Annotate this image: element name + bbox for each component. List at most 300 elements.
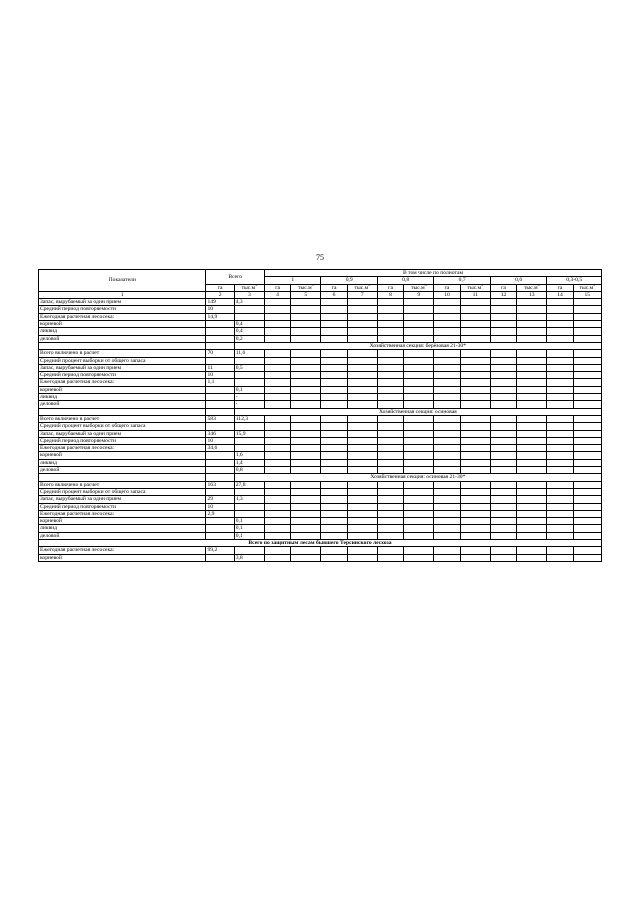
- density-cell: [547, 379, 573, 386]
- density-cell: [547, 394, 573, 401]
- density-cell: [264, 350, 290, 357]
- density-cell: [347, 415, 377, 422]
- total-ha-cell: [206, 401, 234, 408]
- density-cell: [404, 481, 434, 488]
- unit-ha-header: га: [206, 284, 234, 291]
- density-cell: [434, 481, 460, 488]
- total-ha-cell: [206, 459, 234, 466]
- density-cell: [377, 503, 403, 510]
- density-cell: [573, 364, 601, 371]
- total-m3-cell: [234, 445, 264, 452]
- density-cell: [547, 401, 573, 408]
- density-cell: [321, 459, 347, 466]
- row-label: ликвид: [39, 459, 206, 466]
- density-cell: [460, 386, 490, 393]
- density-cell: [404, 386, 434, 393]
- row-label: Средний период повторяемости: [39, 437, 206, 444]
- table-row: [39, 394, 602, 401]
- density-cell: [490, 467, 516, 474]
- density-cell: [321, 430, 347, 437]
- density-cell: [347, 488, 377, 495]
- total-m3-cell: [234, 313, 264, 320]
- density-cell: [264, 379, 290, 386]
- total-ha-cell: [206, 554, 234, 561]
- density-cell: [291, 525, 321, 532]
- total-ha-cell: 99,2: [206, 547, 234, 554]
- total-ha-cell: [206, 532, 234, 539]
- density-cell: [517, 547, 547, 554]
- table-row: [39, 445, 602, 452]
- row-label: Средний процент выборки от общего запаса: [39, 488, 206, 495]
- table-row: [39, 467, 602, 474]
- density-cell: [291, 328, 321, 335]
- table-body: [39, 299, 602, 562]
- density-cell: [347, 372, 377, 379]
- density-cell: [490, 481, 516, 488]
- density-cell: [490, 379, 516, 386]
- total-ha-cell: 10: [206, 437, 234, 444]
- section-spacer: [206, 342, 234, 349]
- total-m3-cell: 3,8: [234, 554, 264, 561]
- density-cell: [321, 467, 347, 474]
- total-ha-cell: 163: [206, 481, 234, 488]
- density-cell: [490, 415, 516, 422]
- row-label: Запас, вырубаемый за один прием: [39, 430, 206, 437]
- density-cell: [547, 372, 573, 379]
- density-cell: [264, 445, 290, 452]
- total-m3-cell: 0,1: [234, 525, 264, 532]
- density-cell: [460, 430, 490, 437]
- density-cell: [377, 328, 403, 335]
- density-cell: [490, 386, 516, 393]
- density-cell: [347, 306, 377, 313]
- density-cell: [547, 335, 573, 342]
- density-cell: [404, 459, 434, 466]
- density-cell: [264, 554, 290, 561]
- density-cell: [264, 401, 290, 408]
- header-density-group: В том числе по полнотам: [264, 270, 601, 277]
- table-row: [39, 335, 602, 342]
- total-m3-cell: 0,1: [234, 518, 264, 525]
- density-cell: [347, 437, 377, 444]
- density-cell: [490, 445, 516, 452]
- density-cell: [377, 437, 403, 444]
- density-cell: [547, 430, 573, 437]
- row-label: корневой: [39, 452, 206, 459]
- table-row: [39, 364, 602, 371]
- density-cell: [434, 467, 460, 474]
- density-cell: [517, 532, 547, 539]
- density-cell: [347, 532, 377, 539]
- density-cell: [377, 364, 403, 371]
- column-number: 10: [434, 291, 460, 298]
- total-m3-cell: 4,3: [234, 299, 264, 306]
- table-row: [39, 415, 602, 422]
- density-cell: [377, 335, 403, 342]
- density-cell: [573, 401, 601, 408]
- density-cell: [460, 445, 490, 452]
- density-cell: [460, 518, 490, 525]
- total-ha-cell: [206, 386, 234, 393]
- density-cell: [573, 488, 601, 495]
- density-cell: [460, 423, 490, 430]
- density-cell: [404, 467, 434, 474]
- density-cell: [377, 394, 403, 401]
- row-label: корневой: [39, 518, 206, 525]
- row-label: Средний процент выборки от общего запаса: [39, 423, 206, 430]
- total-ha-cell: 29: [206, 496, 234, 503]
- density-cell: [490, 488, 516, 495]
- density-cell: [517, 350, 547, 357]
- density-cell: [573, 496, 601, 503]
- row-label: Всего включено в расчет: [39, 481, 206, 488]
- density-cell: [347, 386, 377, 393]
- density-cell: [460, 401, 490, 408]
- density-cell: [517, 357, 547, 364]
- table-header: [39, 270, 602, 299]
- density-cell: [321, 379, 347, 386]
- density-cell: [377, 372, 403, 379]
- density-cell: [347, 510, 377, 517]
- row-label: деловой: [39, 401, 206, 408]
- row-label: деловой: [39, 335, 206, 342]
- density-cell: [434, 357, 460, 364]
- total-m3-cell: 1,3: [234, 496, 264, 503]
- density-cell: [547, 423, 573, 430]
- density-cell: [573, 459, 601, 466]
- total-ha-cell: [206, 467, 234, 474]
- density-cell: [377, 481, 403, 488]
- density-cell: [490, 350, 516, 357]
- density-cell: [291, 415, 321, 422]
- total-ha-cell: 10: [206, 372, 234, 379]
- density-cell: [377, 459, 403, 466]
- density-cell: [517, 503, 547, 510]
- density-cell: [291, 554, 321, 561]
- density-cell: [573, 467, 601, 474]
- density-cell: [434, 386, 460, 393]
- row-label: корневой: [39, 554, 206, 561]
- density-cell: [517, 423, 547, 430]
- unit-ha-header: га: [434, 284, 460, 291]
- table-row: [39, 306, 602, 313]
- density-cell: [377, 379, 403, 386]
- density-cell: [547, 554, 573, 561]
- density-cell: [573, 547, 601, 554]
- density-cell: [291, 467, 321, 474]
- density-cell: [347, 445, 377, 452]
- density-cell: [490, 510, 516, 517]
- density-cell: [377, 525, 403, 532]
- density-cell: [490, 306, 516, 313]
- density-cell: [434, 532, 460, 539]
- column-number: 7: [347, 291, 377, 298]
- density-cell: [573, 394, 601, 401]
- total-m3-cell: [234, 547, 264, 554]
- density-cell: [434, 350, 460, 357]
- density-cell: [321, 321, 347, 328]
- density-cell: [404, 379, 434, 386]
- table-row: [39, 503, 602, 510]
- unit-m3-header: $тыс.м^3$: [347, 284, 377, 291]
- density-cell: [347, 313, 377, 320]
- row-label: Ежегодная расчетная лесосека:: [39, 379, 206, 386]
- density-cell: [547, 496, 573, 503]
- density-cell: [573, 313, 601, 320]
- total-m3-cell: 15,9: [234, 430, 264, 437]
- density-cell: [573, 379, 601, 386]
- density-cell: [404, 510, 434, 517]
- density-cell: [291, 547, 321, 554]
- total-m3-cell: [234, 437, 264, 444]
- density-cell: [573, 321, 601, 328]
- density-cell: [460, 415, 490, 422]
- total-ha-cell: 346: [206, 430, 234, 437]
- density-header: 0,9: [321, 277, 377, 284]
- table-row: [39, 386, 602, 393]
- table-row: [39, 510, 602, 517]
- total-m3-cell: [234, 379, 264, 386]
- total-ha-cell: [206, 357, 234, 364]
- density-cell: [347, 394, 377, 401]
- table-row: [39, 401, 602, 408]
- density-cell: [490, 357, 516, 364]
- density-cell: [404, 503, 434, 510]
- density-cell: [377, 357, 403, 364]
- page-number: 75: [316, 253, 324, 262]
- density-cell: [377, 547, 403, 554]
- density-cell: [321, 488, 347, 495]
- density-cell: [434, 372, 460, 379]
- density-cell: [291, 488, 321, 495]
- density-cell: [404, 445, 434, 452]
- summary-title-row: [39, 539, 602, 546]
- unit-ha-header: га: [264, 284, 290, 291]
- density-cell: [264, 357, 290, 364]
- density-cell: [291, 379, 321, 386]
- density-cell: [517, 488, 547, 495]
- total-ha-cell: 10: [206, 503, 234, 510]
- density-cell: [434, 394, 460, 401]
- table-row: [39, 547, 602, 554]
- density-cell: [264, 386, 290, 393]
- row-label: Средний период повторяемости: [39, 503, 206, 510]
- density-cell: [490, 364, 516, 371]
- row-label: деловой: [39, 467, 206, 474]
- density-cell: [264, 481, 290, 488]
- density-cell: [573, 481, 601, 488]
- column-number: 2: [206, 291, 234, 298]
- density-cell: [377, 313, 403, 320]
- section-title: Хозяйственная секция: осиновая 21-30*: [234, 474, 601, 481]
- density-cell: [547, 467, 573, 474]
- row-label: Средний период повторяемости: [39, 306, 206, 313]
- table-row: [39, 452, 602, 459]
- density-cell: [517, 459, 547, 466]
- density-cell: [460, 547, 490, 554]
- density-cell: [321, 532, 347, 539]
- density-cell: [547, 445, 573, 452]
- density-cell: [264, 503, 290, 510]
- density-cell: [377, 430, 403, 437]
- density-cell: [404, 321, 434, 328]
- density-cell: [347, 481, 377, 488]
- total-m3-cell: -: [234, 394, 264, 401]
- density-cell: [264, 452, 290, 459]
- density-cell: [460, 532, 490, 539]
- density-cell: [404, 554, 434, 561]
- density-cell: [377, 452, 403, 459]
- density-cell: [517, 328, 547, 335]
- unit-m3-header: $тыс.м^3$: [573, 284, 601, 291]
- density-cell: [490, 328, 516, 335]
- density-cell: [347, 518, 377, 525]
- density-cell: [347, 554, 377, 561]
- density-cell: [517, 415, 547, 422]
- density-cell: [460, 306, 490, 313]
- density-cell: [460, 525, 490, 532]
- total-m3-cell: 27,8: [234, 481, 264, 488]
- row-label: Запас, вырубаемый за один прием: [39, 364, 206, 371]
- density-cell: [291, 496, 321, 503]
- column-number: 13: [517, 291, 547, 298]
- density-cell: [490, 335, 516, 342]
- density-cell: [434, 452, 460, 459]
- density-cell: [377, 445, 403, 452]
- density-cell: [404, 328, 434, 335]
- density-cell: [377, 306, 403, 313]
- density-cell: [573, 437, 601, 444]
- density-cell: [347, 357, 377, 364]
- density-cell: [460, 379, 490, 386]
- density-cell: [291, 357, 321, 364]
- density-cell: [490, 313, 516, 320]
- density-cell: [321, 386, 347, 393]
- table-row: [39, 525, 602, 532]
- density-cell: [404, 437, 434, 444]
- density-cell: [347, 321, 377, 328]
- density-cell: [490, 496, 516, 503]
- table-row: [39, 379, 602, 386]
- density-cell: [404, 306, 434, 313]
- total-ha-cell: 11: [206, 364, 234, 371]
- density-cell: [434, 430, 460, 437]
- density-cell: [291, 335, 321, 342]
- section-title: Хозяйственная секция: берёзовая 21-30*: [234, 342, 601, 349]
- density-cell: [264, 547, 290, 554]
- column-number: 15: [573, 291, 601, 298]
- density-cell: [434, 335, 460, 342]
- density-cell: [547, 518, 573, 525]
- density-cell: [517, 379, 547, 386]
- density-cell: [460, 452, 490, 459]
- density-cell: [377, 510, 403, 517]
- table-row: [39, 350, 602, 357]
- density-cell: [490, 372, 516, 379]
- density-cell: [460, 481, 490, 488]
- density-cell: [460, 554, 490, 561]
- unit-m3-header: $тыс.м^3$: [460, 284, 490, 291]
- density-cell: [517, 467, 547, 474]
- density-header: 0,8: [377, 277, 433, 284]
- total-ha-cell: 149: [206, 299, 234, 306]
- density-cell: [434, 328, 460, 335]
- density-cell: [434, 445, 460, 452]
- density-cell: [573, 452, 601, 459]
- density-cell: [347, 423, 377, 430]
- density-cell: [460, 503, 490, 510]
- density-cell: [517, 386, 547, 393]
- total-m3-cell: [234, 306, 264, 313]
- density-cell: [321, 437, 347, 444]
- density-cell: [547, 321, 573, 328]
- density-cell: [460, 488, 490, 495]
- unit-m3-header: $тыс.м^3$: [234, 284, 264, 291]
- density-cell: [321, 510, 347, 517]
- row-label: Ежегодная расчетная лесосека:: [39, 547, 206, 554]
- density-cell: [264, 532, 290, 539]
- density-cell: [404, 364, 434, 371]
- total-m3-cell: -: [234, 401, 264, 408]
- density-cell: [404, 518, 434, 525]
- density-cell: [321, 350, 347, 357]
- density-cell: [517, 496, 547, 503]
- density-cell: [434, 525, 460, 532]
- density-cell: [347, 350, 377, 357]
- unit-m3-header: $тыс.м^3$: [517, 284, 547, 291]
- table-row: [39, 488, 602, 495]
- unit-ha-header: га: [490, 284, 516, 291]
- total-ha-cell: 2,9: [206, 510, 234, 517]
- column-number: 1: [39, 291, 206, 298]
- density-cell: [460, 328, 490, 335]
- density-cell: [404, 547, 434, 554]
- density-cell: [517, 401, 547, 408]
- column-number: 6: [321, 291, 347, 298]
- total-ha-cell: 70: [206, 350, 234, 357]
- total-ha-cell: [206, 394, 234, 401]
- density-header: 0,6: [490, 277, 546, 284]
- density-cell: [291, 299, 321, 306]
- density-cell: [347, 364, 377, 371]
- section-spacer: [206, 474, 234, 481]
- density-cell: [517, 481, 547, 488]
- density-header: 0,7: [434, 277, 490, 284]
- density-cell: [291, 437, 321, 444]
- density-cell: [460, 467, 490, 474]
- density-cell: [321, 372, 347, 379]
- density-cell: [321, 525, 347, 532]
- column-number-row: [39, 291, 602, 298]
- density-cell: [460, 335, 490, 342]
- density-cell: [517, 452, 547, 459]
- density-cell: [460, 350, 490, 357]
- density-cell: [264, 525, 290, 532]
- density-cell: [291, 481, 321, 488]
- density-cell: [490, 401, 516, 408]
- section-spacer: [39, 474, 206, 481]
- density-cell: [264, 488, 290, 495]
- density-cell: [347, 430, 377, 437]
- density-cell: [404, 372, 434, 379]
- density-cell: [573, 306, 601, 313]
- density-cell: [547, 459, 573, 466]
- density-cell: [264, 335, 290, 342]
- section-spacer: [39, 342, 206, 349]
- density-cell: [573, 328, 601, 335]
- density-cell: [321, 423, 347, 430]
- density-cell: [264, 415, 290, 422]
